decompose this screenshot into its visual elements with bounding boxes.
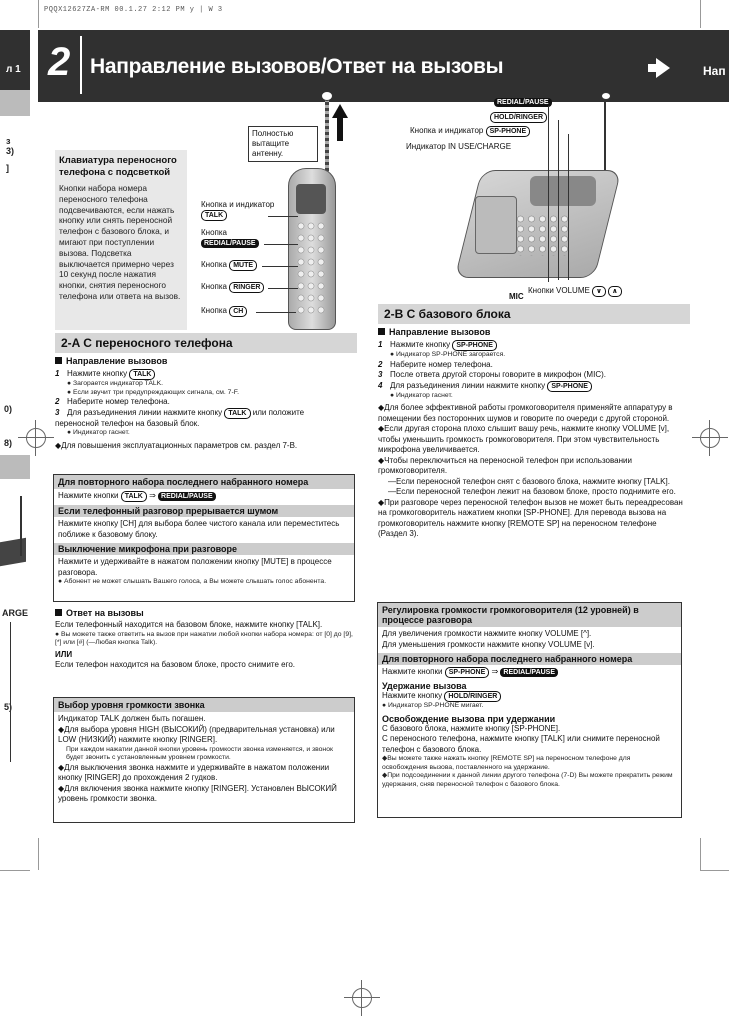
speaker-volume-box (377, 602, 682, 818)
talk-key-label: TALK (129, 369, 155, 380)
box-note: ● Индикатор SP-PHONE мигает. (382, 702, 484, 709)
margin-text: ARGE (2, 608, 29, 618)
sp-phone-key-label: SP-PHONE (445, 667, 490, 678)
margin-text: 8) (4, 438, 13, 448)
box-body (54, 489, 354, 589)
margin-text: ] (6, 163, 9, 173)
box-subheading: Если телефонный разговор прерывается шумом (54, 505, 354, 517)
up-arrow-icon (332, 104, 348, 118)
step-1-note: ● Индикатор SP-PHONE загорается. (390, 351, 506, 358)
registration-mark (26, 428, 46, 448)
box-line: Нажмите кнопки TALK ⇒ REDIAL/PAUSE (58, 491, 350, 502)
redial-box (53, 474, 355, 602)
sp-phone-key-label: SP-PHONE (452, 340, 497, 351)
step-text: После ответа другой стороны говорите в микрофон (MIC). (390, 370, 606, 379)
box-text: Нажмите кнопку [CH] для выбора более чистого канала или переместитесь поближе к базовому блоку. (58, 519, 340, 539)
handset-keypad (296, 220, 326, 316)
registration-mark (18, 437, 54, 438)
box-note: ◆Вы можете также нажать кнопку [REMOTE SP] на переносном телефоне для освобождения вызова, поставленного на удержание. (382, 755, 631, 771)
bullet: ◆При разговоре через переносной телефон вызов не может быть переадресован на громкоговоритель нажатием кнопки [SP-PHONE]. Для перевода вызова на громкоговоритель нажмите кнопку [REMOTE SP] на переносном телефоне (Раздел 3). (378, 497, 683, 538)
base-antenna-tip (601, 92, 611, 100)
step-2: 2 Наберите номер телефона. (378, 359, 493, 369)
box-subheading: Удержание вызова (382, 681, 467, 691)
bullet: ◆Для более эффективной работы громкоговорителя применяйте аппаратуру в помещении без посторонних шумов и говорите по очереди с другой стороной. (378, 403, 673, 423)
box-text: Нажмите и удерживайте в нажатом положении кнопку [MUTE] в процессе разговора. (58, 557, 332, 577)
registration-mark (692, 437, 728, 438)
note-text: Индикатор SP-PHONE загорается. (396, 351, 506, 358)
step-1: 1 Нажмите кнопку SP-PHONE (378, 340, 683, 351)
note-text: Если звучит три предупреждающих сигнала, см. 7-F. (73, 388, 239, 396)
left-grey-block (0, 90, 30, 116)
box-subheading: Освобождение вызова при удержании (382, 713, 556, 724)
ch-key-label: CH (229, 306, 247, 317)
box-text: Для включения звонка нажмите кнопку [RINGER]. Установлен ВЫСОКИЙ уровень громкости звонка. (58, 783, 337, 803)
step-3: 3 Для разъединения линии нажмите кнопку TALK или положите переносной телефон на базовый блок. (55, 407, 305, 428)
base-cradle (475, 196, 517, 254)
step-text: Для разъединения линии нажмите кнопку (67, 407, 223, 417)
box-body (378, 627, 681, 791)
keyboard-backlight-box (55, 150, 187, 330)
callout-label: Кнопка и индикатор (201, 200, 275, 209)
crop-line (700, 870, 729, 871)
volume-down-icon: ∨ (592, 286, 606, 297)
left-banner-label: л 1 (6, 64, 21, 75)
callout-label: Кнопка (201, 228, 227, 237)
talk-callout (201, 200, 281, 221)
leader-line (268, 216, 298, 217)
bullet: —Если переносной телефон лежит на базовом блоке, просто поднимите его. (388, 487, 676, 496)
step-text: или положите переносной телефон на базовый блок. (55, 407, 305, 428)
box-note: ◆При подсоединении к данной линии другого телефона (7-D) Вы можете прекратить режим удержания, сняв переносной телефон с базового блока. (382, 772, 673, 788)
bullet-text: При разговоре через переносной телефон вызов не может быть переадресован на громкоговоритель нажатием кнопки [SP-PHONE]. Для перевода вызова на громкоговоритель нажмите кнопку [REMOTE SP] на переносном телефоне (Раздел 3). (378, 497, 683, 538)
crop-line (38, 0, 39, 28)
note-text: Абонент не может слышать Вашего голоса, а Вы можете слышать голос абонента. (64, 578, 327, 585)
next-arrow-icon (656, 58, 670, 78)
ringer-key-label: RINGER (229, 282, 264, 293)
margin-frame (0, 622, 11, 762)
box-bullet: ◆Для включения звонка нажмите кнопку [RINGER]. Установлен ВЫСОКИЙ уровень громкости звонка. (58, 783, 337, 803)
bullet: —Если переносной телефон снят с базового блока, нажмите кнопку [TALK]. (388, 476, 670, 486)
answer-note: ● Вы можете также ответить на вызов при нажатии любой кнопки набора номера: от [0] до [9], [*] или [#] (—Любая кнопка Talk). (55, 630, 353, 646)
callout-label: Кнопки VOLUME (528, 286, 590, 295)
bullet-text: Если другая сторона плохо слышит вашу речь, нажмите кнопку VOLUME [v], чтобы уменьшить громкость громкоговорителя. При этом чувствительность микрофона увеличивается. (378, 424, 670, 454)
step-1-note: ● Загорается индикатор TALK. (67, 380, 164, 387)
redial-key-label: REDIAL/PAUSE (500, 668, 558, 677)
bullet: ◆Чтобы переключиться на переносной телефон при использовании громкоговорителя. (378, 455, 632, 475)
box-text: Нажмите кнопки (382, 667, 443, 676)
box-text: С переносного телефона, нажмите кнопку [TALK] или снимите переносной телефон с базового блока. (382, 734, 660, 754)
talk-key-label: TALK (224, 408, 250, 419)
chapter-number: 2 (48, 40, 71, 84)
box-heading: Выбор уровня громкости звонка (54, 698, 354, 712)
box-line (382, 691, 677, 702)
ringer-volume-box (53, 697, 355, 823)
registration-mark (35, 420, 36, 456)
talk-key-label: TALK (201, 210, 227, 221)
step-text: Нажмите кнопку (67, 369, 128, 378)
box-text: Для уменьшения громкости нажмите кнопку VOLUME [v]. (382, 639, 595, 649)
callout-label: Кнопка (201, 306, 227, 315)
keyboard-box-title: Клавиатура переносного телефона с подсветкой (59, 155, 177, 178)
step-3-note: ● Индикатор гаснет. (67, 429, 130, 436)
step-text: Для разъединения линии нажмите кнопку (390, 380, 546, 390)
box-text: Для увеличения громкости нажмите кнопку VOLUME [^]. (382, 629, 592, 638)
note-text: Индикатор гаснет. (73, 429, 130, 436)
base-inuse-callout: Индикатор IN USE/CHARGE (406, 142, 512, 151)
box-text: Для выключения звонка нажмите и удерживайте в нажатом положении кнопку [RINGER] до прохождения 2 гудков. (58, 762, 330, 782)
ch-callout (201, 306, 247, 317)
registration-mark (361, 980, 362, 1016)
step-text: Нажмите кнопку (390, 340, 451, 349)
mute-callout (201, 260, 257, 271)
handset-antenna (325, 96, 329, 176)
or-label: ИЛИ (55, 649, 73, 659)
up-arrow-icon (337, 117, 343, 141)
base-redial-key-label: REDIAL/PAUSE (494, 98, 552, 107)
handset-display (296, 184, 326, 214)
margin-text: з (6, 136, 11, 146)
crop-line (700, 838, 701, 870)
mute-key-label: MUTE (229, 260, 257, 271)
base-sp-key-label: SP-PHONE (486, 126, 531, 137)
answer-heading: Ответ на вызовы (55, 608, 353, 618)
antenna-tip (321, 91, 333, 101)
registration-mark (352, 988, 372, 1008)
talk-key-label: TALK (121, 491, 147, 502)
bullet-text: Чтобы переключиться на переносной телефон при использовании громкоговорителя. (378, 455, 632, 475)
box-note: ● Абонент не может слышать Вашего голоса, а Вы можете слышать голос абонента. (58, 578, 327, 585)
answer-section (55, 608, 353, 671)
note-text: Для повышения эксплуатационных параметров см. раздел 7-В. (61, 440, 298, 450)
note-text: Индикатор SP-PHONE мигает. (388, 702, 484, 709)
margin-text: 5) (4, 702, 13, 712)
step-2: 2 Наберите номер телефона. (55, 397, 170, 406)
note-text: Загорается индикатор TALK. (73, 380, 164, 387)
leader-line (548, 106, 549, 282)
crop-line (38, 838, 39, 870)
note-text: Вы можете также ответить на вызов при нажатии любой кнопки набора номера: от [0] до [9], [*] или [#] (—Любая кнопка Talk). (55, 630, 353, 646)
step-4: 4 Для разъединения линии нажмите кнопку SP-PHONE (378, 381, 683, 392)
registration-mark (709, 420, 710, 456)
bullet: ◆Если другая сторона плохо слышит вашу речь, нажмите кнопку VOLUME [v], чтобы уменьшить громкость громкоговорителя. При этом чувствительность микрофона увеличивается. (378, 424, 670, 454)
leader-line (558, 120, 559, 280)
box-note: При каждом нажатии данной кнопки уровень громкости звонка изменяется, и звонок будет звонить с установленным уровнем громкости. (66, 745, 333, 761)
box-bullet: ◆Для выбора уровня HIGH (ВЫСОКИЙ) (предварительная установка) или LOW (НИЗКИЙ) нажмите кнопку [RINGER]. (58, 724, 335, 744)
margin-device-fragment (0, 538, 26, 567)
step-4-note: ● Индикатор гаснет. (390, 391, 453, 399)
box-subheading: Для повторного набора последнего набранного номера (378, 653, 681, 665)
mic-callout: MIC (509, 292, 524, 301)
section-a-calls (55, 356, 350, 451)
volume-up-icon: ∧ (608, 286, 622, 297)
box-heading: Для повторного набора последнего набранного номера (54, 475, 354, 489)
base-keypad (515, 214, 571, 256)
crop-line (0, 870, 30, 871)
leader-line (262, 266, 298, 267)
callout-label: Кнопка (201, 282, 227, 291)
margin-text: 0) (4, 404, 13, 414)
hold-key-label: HOLD/RINGER (444, 691, 501, 702)
volume-callout (528, 286, 622, 297)
crop-line (700, 0, 701, 28)
antenna-callout: Полностью вытащите антенну. (248, 126, 318, 162)
box-line: Нажмите кнопки SP-PHONE ⇒ REDIAL/PAUSE (382, 667, 677, 678)
registration-mark (344, 997, 380, 998)
step-1-note: ● Если звучит три предупреждающих сигнала, см. 7-F. (67, 388, 239, 396)
leader-line (256, 312, 296, 313)
step-text: Наберите номер телефона. (390, 359, 493, 369)
box-text: Нажмите кнопки (58, 491, 119, 500)
section-b-title: 2-B С базового блока (378, 304, 690, 324)
answer-text: Если телефон находится на базовом блоке, просто снимите его. (55, 660, 296, 669)
base-speaker-grille (530, 176, 596, 206)
page-title: Направление вызовов/Ответ на вызовы (90, 55, 504, 78)
sp-phone-key-label: SP-PHONE (547, 381, 592, 392)
callout-label: Кнопка и индикатор (410, 126, 484, 135)
section-a-title: 2-A С переносного телефона (55, 333, 357, 353)
box-heading: Регулировка громкости громкоговорителя (12 уровней) в процессе разговора (378, 603, 681, 627)
note-text: Вы можете также нажать кнопку [REMOTE SP] на переносном телефоне для освобождения вызова, поставленного на удержание. (382, 755, 631, 771)
step-text: Наберите номер телефона. (67, 397, 170, 406)
margin-text: 3) (6, 146, 15, 156)
print-header: PQQX12627ZA-RM 00.1.27 2:12 PM y | W 3 (44, 6, 223, 14)
next-page-label: Нап (703, 64, 726, 78)
note-text: Индикатор гаснет. (396, 391, 453, 399)
registration-mark (700, 428, 720, 448)
box-bullet: ◆Для выключения звонка нажмите и удерживайте в нажатом положении кнопку [RINGER] до прохождения 2 гудков. (58, 762, 330, 782)
redial-callout (201, 228, 281, 248)
note-text: При подсоединении к данной линии другого телефона (7-D) Вы можете прекратить режим удержания, сняв переносной телефон с базового блока. (382, 772, 673, 788)
redial-key-label: REDIAL/PAUSE (158, 492, 216, 501)
calls-heading: Направление вызовов (378, 327, 683, 337)
left-grey-block-2 (0, 455, 30, 479)
banner-divider (80, 36, 82, 94)
box-text: Нажмите кнопку (382, 691, 443, 700)
leader-line (264, 244, 298, 245)
ringer-callout (201, 282, 264, 293)
base-hold-key-label: HOLD/RINGER (490, 112, 547, 123)
keyboard-box-body: Кнопки набора номера переносного телефона подсвечиваются, если нажать кнопку или снять переносной телефон с базового блока, и мигают при поступлении вызова. Подсветка выключается примерно через 10 секунд после нажатия кнопки, снятия переносного телефона или ответа на вызов. (59, 183, 181, 301)
box-text: С базового блока, нажмите кнопку [SP-PHONE]. (382, 723, 561, 733)
calls-heading: Направление вызовов (55, 356, 350, 366)
box-body (54, 712, 354, 807)
answer-text: Если телефонный находится на базовом блоке, нажмите кнопку [TALK]. (55, 620, 323, 629)
step-1: 1 Нажмите кнопку TALK (55, 369, 350, 380)
redial-key-label: REDIAL/PAUSE (201, 239, 259, 248)
step-3: 3 После ответа другой стороны говорите в микрофон (MIC). (378, 370, 606, 379)
box-text: Индикатор TALK должен быть погашен. (58, 714, 206, 723)
base-sp-callout (410, 126, 530, 137)
performance-note: ◆Для повышения эксплуатационных параметров см. раздел 7-В. (55, 440, 298, 450)
box-text: Для выбора уровня HIGH (ВЫСОКИЙ) (предварительная установка) или LOW (НИЗКИЙ) нажмите кнопку [RINGER]. (58, 724, 335, 744)
leader-line (568, 134, 569, 280)
leader-line (268, 288, 298, 289)
bullet-text: Для более эффективной работы громкоговорителя применяйте аппаратуру в помещении без посторонних шумов и говорите по очереди с другой стороной. (378, 403, 673, 423)
box-subheading: Выключение микрофона при разговоре (54, 543, 354, 555)
callout-label: Кнопка (201, 260, 227, 269)
margin-antenna-fragment (20, 496, 22, 556)
section-b-calls (378, 327, 683, 540)
